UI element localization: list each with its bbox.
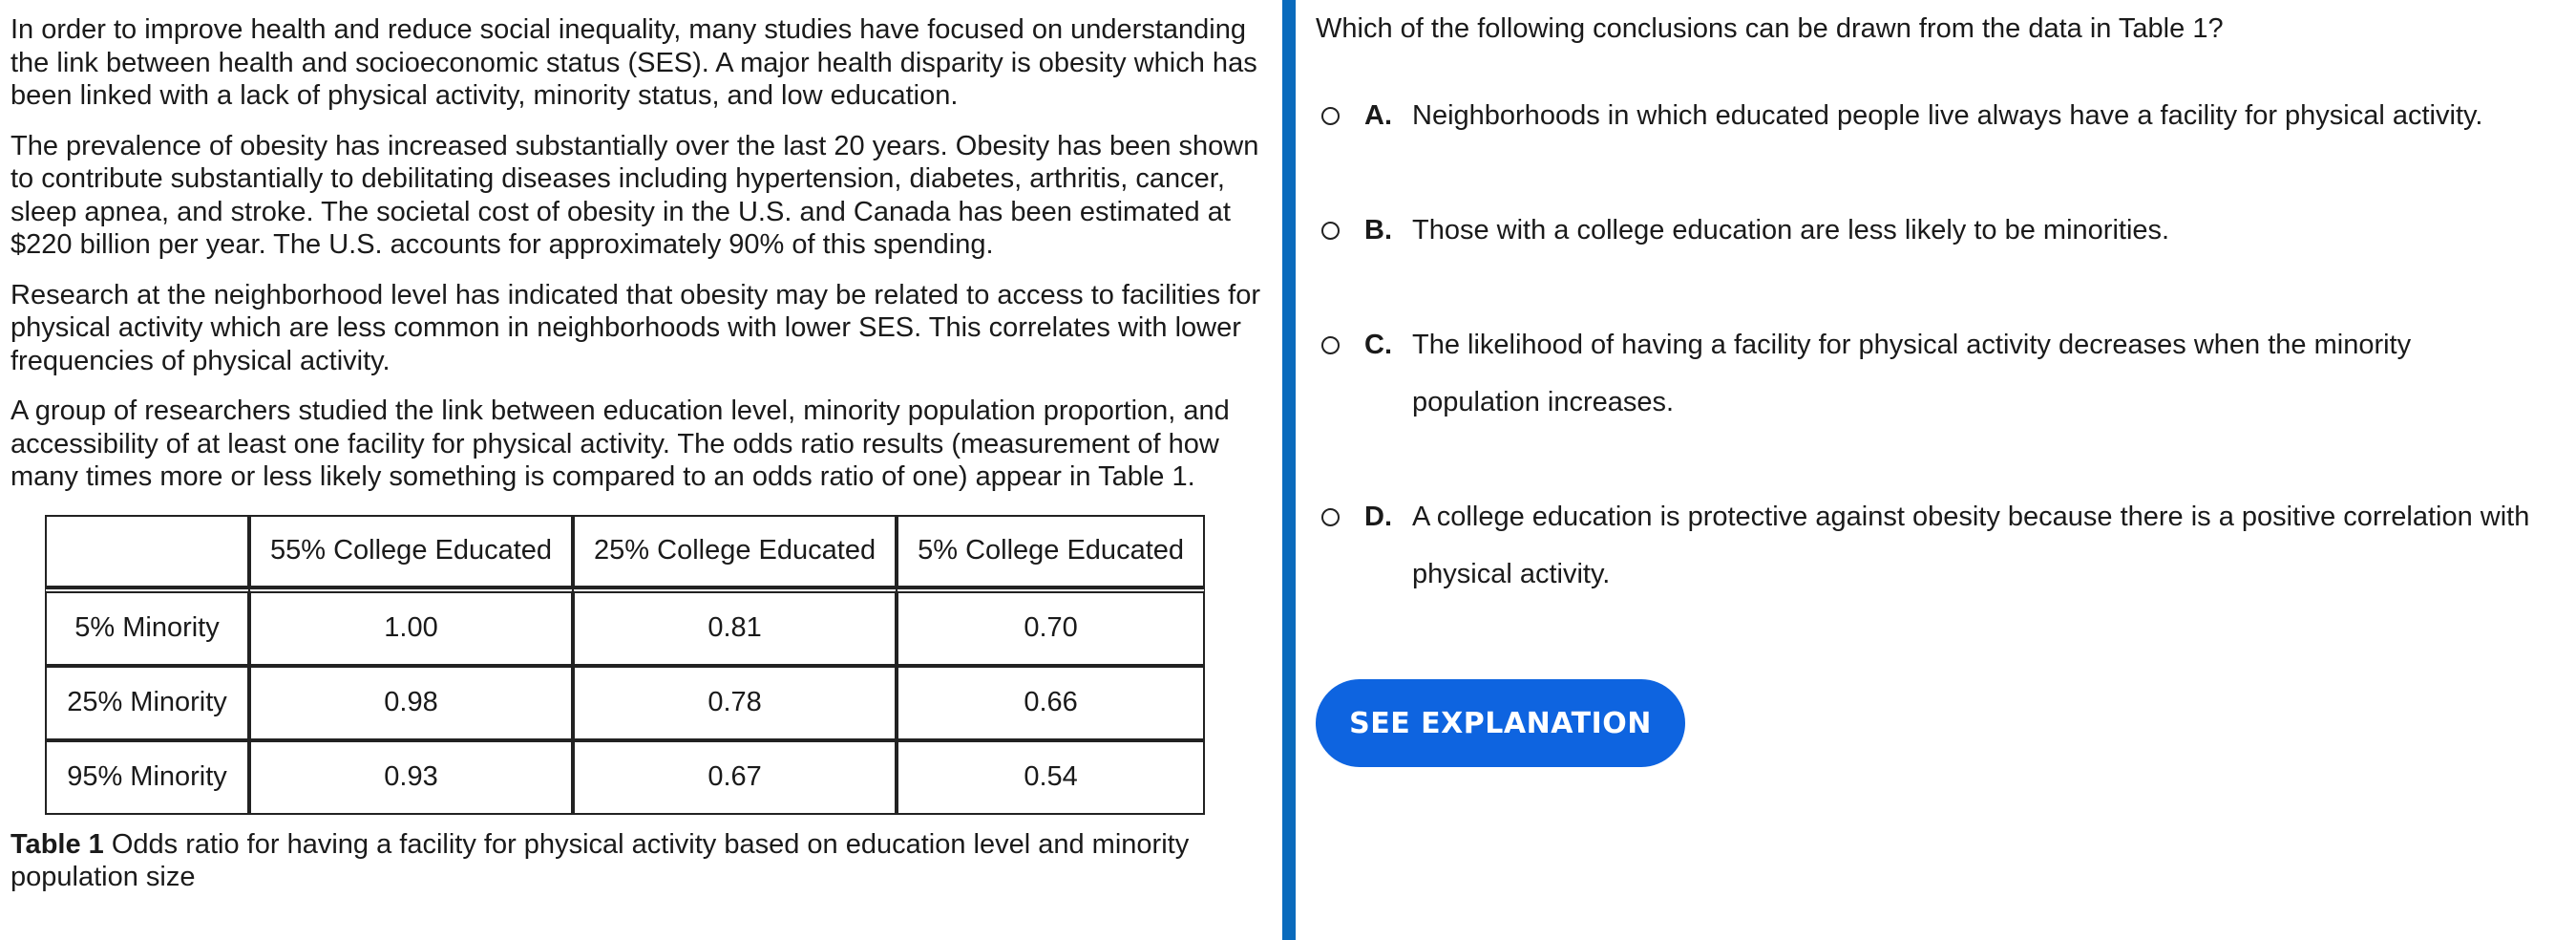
table-cell: 0.81 — [573, 588, 897, 666]
passage-paragraph-4: A group of researchers studied the link between education level, minority population proportion, and accessibility of at least one facility for physical activity. The odds ratio results (measurement of how many times more or less likely something is compared to an odds ratio of one) appear in Table 1. — [11, 395, 1230, 492]
table-header-25-college: 25% College Educated — [573, 515, 897, 588]
passage-paragraph-3: Research at the neighborhood level has indicated that obesity may be related to access to facilities for physical activity which are less common in neighborhoods with lower SES. This correlates with lower frequencies of physical activity. — [11, 279, 1260, 376]
table-cell: 0.78 — [573, 666, 897, 740]
option-letter: A. — [1364, 100, 1392, 131]
table-cell: 0.67 — [573, 740, 897, 815]
table-cell: 0.54 — [897, 740, 1205, 815]
table-cell: 0.98 — [249, 666, 573, 740]
table-caption — [11, 828, 1271, 894]
answer-option-d[interactable] — [1321, 502, 2567, 603]
answer-option-c[interactable] — [1321, 330, 2462, 431]
passage-paragraph-1: In order to improve health and reduce social inequality, many studies have focused on understanding the link between health and socioeconomic status (SES). A major health disparity is obesity which has been linked with a lack of physical activity, minority status, and low education. — [11, 14, 1257, 111]
table-header-5-college: 5% College Educated — [897, 515, 1205, 588]
option-letter: B. — [1364, 215, 1392, 246]
question-text: Which of the following conclusions can be drawn from the data in Table 1? — [1316, 13, 2224, 44]
radio-icon[interactable] — [1321, 508, 1340, 526]
radio-icon[interactable] — [1321, 107, 1340, 125]
option-text: Neighborhoods in which educated people live always have a facility for physical activity. — [1412, 100, 2483, 131]
radio-icon[interactable] — [1321, 222, 1340, 240]
table-row-label: 95% Minority — [45, 740, 249, 815]
option-letter: C. — [1364, 330, 1392, 360]
table-header-55-college: 55% College Educated — [249, 515, 573, 588]
option-text: Those with a college education are less likely to be minorities. — [1412, 215, 2170, 246]
table-header-empty — [45, 515, 249, 588]
table-header-row — [45, 515, 1205, 588]
option-letter: D. — [1364, 502, 1392, 532]
answer-option-a[interactable] — [1321, 100, 2558, 144]
table-cell: 0.93 — [249, 740, 573, 815]
table-row-label: 25% Minority — [45, 666, 249, 740]
table-cell: 1.00 — [249, 588, 573, 666]
table-cell: 0.70 — [897, 588, 1205, 666]
table-row — [45, 666, 1205, 740]
table-caption-label: Table 1 — [11, 828, 104, 860]
table-row-label: 5% Minority — [45, 588, 249, 666]
answer-option-b[interactable] — [1321, 215, 2558, 259]
see-explanation-button[interactable]: SEE EXPLANATION — [1316, 679, 1685, 767]
odds-ratio-table — [45, 515, 1205, 815]
passage-panel — [0, 0, 1279, 940]
table-caption-text: Odds ratio for having a facility for physical activity based on education level and minority population size — [11, 828, 1190, 892]
question-panel — [1316, 0, 2576, 940]
table-row — [45, 588, 1205, 666]
table-row — [45, 740, 1205, 815]
option-text: A college education is protective against obesity because there is a positive correlation with physical activity. — [1412, 502, 2530, 589]
option-text: The likelihood of having a facility for physical activity decreases when the minority population increases. — [1412, 330, 2412, 417]
radio-icon[interactable] — [1321, 336, 1340, 354]
panel-divider — [1282, 0, 1296, 940]
passage-paragraph-2: The prevalence of obesity has increased substantially over the last 20 years. Obesity has been shown to contribute substantially to debilitating diseases including hypertension, diabetes, arthritis, cancer, sleep apnea, and stroke. The societal cost of obesity in the U.S. and Canada has been estimated at $220 billion per year. The U.S. accounts for approximately 90% of this spending. — [11, 130, 1259, 260]
table-cell: 0.66 — [897, 666, 1205, 740]
